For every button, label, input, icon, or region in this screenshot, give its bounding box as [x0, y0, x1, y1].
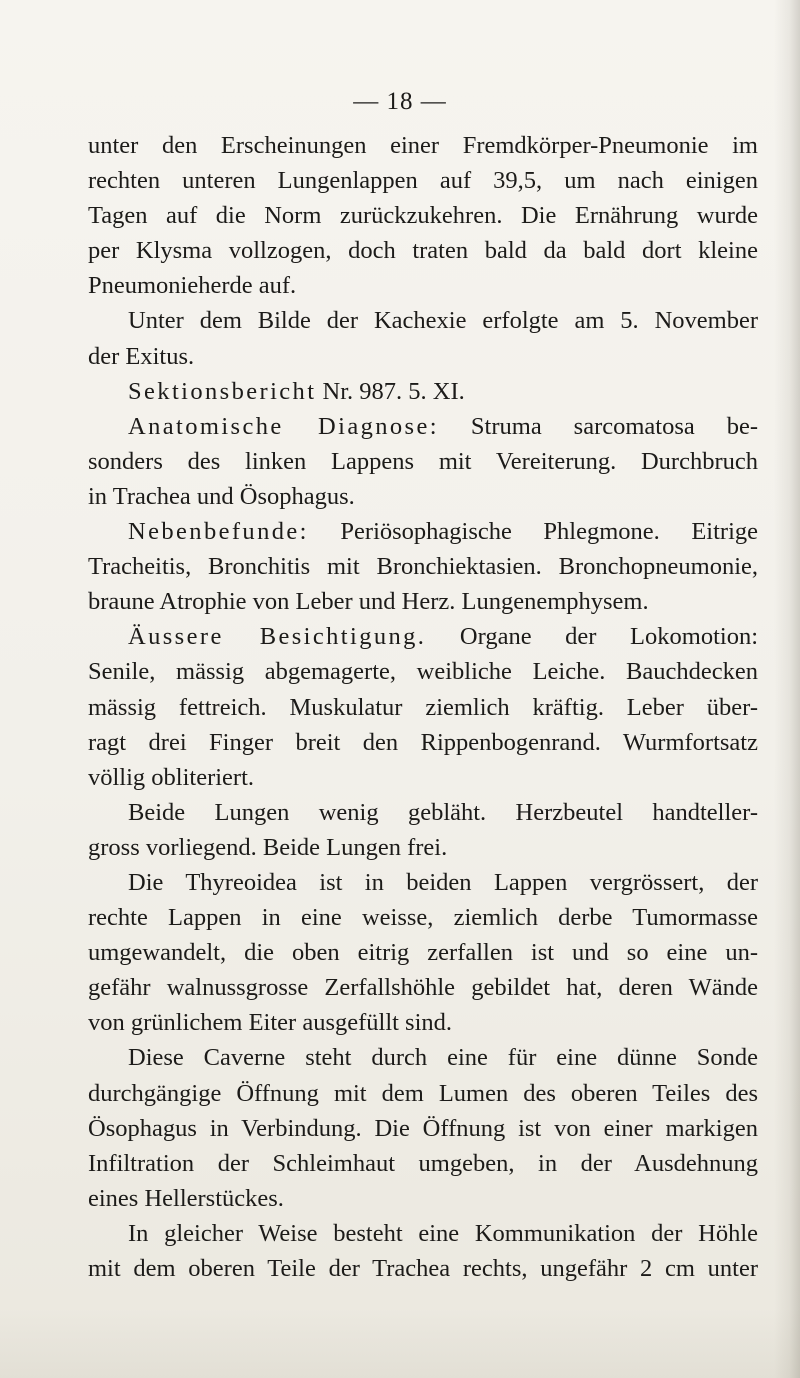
text-line: unter den Erscheinungen einer Fremdkörper-Pneumonie im: [88, 132, 758, 159]
text-line: [88, 514, 758, 549]
text-line: braune Atrophie von Leber und Herz. Lungenemphysem.: [88, 588, 649, 616]
text-line: Tagen auf die Norm zurückzukehren. Die Ernährung wurde: [88, 202, 758, 230]
paragraph: [88, 514, 758, 619]
text-line: In gleicher Weise besteht eine Kommunikation der Höhle: [128, 1219, 758, 1247]
paragraph: [88, 795, 758, 865]
text-line: völlig obliteriert.: [88, 763, 255, 791]
text-line: sonders des linken Lappens mit Vereiterung. Durchbruch: [88, 447, 758, 475]
text-line: mässig fettreich. Muskulatur ziemlich kräftig. Leber über-: [88, 693, 758, 721]
text-line: der Exitus.: [88, 342, 195, 370]
text-line: gefähr walnussgrosse Zerfallshöhle gebildet hat, deren Wände: [88, 974, 758, 1002]
text-line: mit dem oberen Teile der Trachea rechts, ungefähr 2 cm unter: [88, 1255, 758, 1282]
text-line: Diese Caverne steht durch eine für eine dünne Sonde: [128, 1044, 758, 1072]
text-line: gross vorliegend. Beide Lungen frei.: [88, 833, 448, 861]
body-text: [88, 128, 758, 1286]
text-run: Organe der Lokomotion:: [426, 623, 758, 651]
text-line: Die Thyreoidea ist in beiden Lappen vergrössert, der: [128, 868, 758, 896]
text-line: in Trachea und Ösophagus.: [88, 482, 355, 510]
text-line: [88, 619, 758, 654]
spaced-heading: Sektionsbericht: [128, 377, 317, 405]
spaced-heading: Nebenbefunde:: [128, 518, 309, 546]
spaced-heading: Äussere Besichtigung.: [128, 623, 427, 651]
text-line: eines Hellerstückes.: [88, 1184, 284, 1212]
text-line: Unter dem Bilde der Kachexie erfolgte am 5. November: [128, 307, 758, 335]
text-line: von grünlichem Eiter ausgefüllt sind.: [88, 1009, 453, 1037]
paragraph: [88, 1040, 758, 1215]
text-line: [88, 374, 758, 409]
paragraph: [88, 1216, 758, 1286]
text-run: Struma sarcomatosa be-: [438, 412, 758, 440]
text-line: Beide Lungen wenig gebläht. Herzbeutel handteller-: [128, 798, 758, 826]
page-number: — 18 —: [353, 88, 447, 115]
text-line: rechte Lappen in eine weisse, ziemlich derbe Tumormasse: [88, 904, 758, 932]
text-line: Infiltration der Schleimhaut umgeben, in der Ausdehnung: [88, 1149, 758, 1177]
text-run: Periösophagische Phlegmone. Eitrige: [308, 518, 758, 546]
text-line: Tracheitis, Bronchitis mit Bronchiektasien. Bronchopneumonie,: [88, 553, 758, 581]
paragraph: [88, 619, 758, 794]
spaced-heading: Anatomische Diagnose:: [128, 412, 439, 440]
text-line: rechten unteren Lungenlappen auf 39,5, um nach einigen: [88, 167, 758, 195]
paragraph: [88, 128, 758, 303]
text-line: per Klysma vollzogen, doch traten bald da bald dort kleine: [88, 237, 758, 265]
text-line: Pneumonieherde auf.: [88, 272, 297, 300]
text-run: Nr. 987. 5. XI.: [316, 377, 465, 405]
text-line: [88, 409, 758, 444]
text-line: ragt drei Finger breit den Rippenbogenrand. Wurmfortsatz: [88, 728, 758, 756]
paragraph: [88, 374, 758, 409]
paragraph: [88, 409, 758, 514]
paragraph: [88, 865, 758, 1040]
text-line: umgewandelt, die oben eitrig zerfallen ist und so eine un-: [88, 939, 758, 967]
text-line: Ösophagus in Verbindung. Die Öffnung ist von einer markigen: [88, 1114, 758, 1142]
text-line: durchgängige Öffnung mit dem Lumen des oberen Teiles des: [88, 1079, 758, 1107]
paragraph: [88, 303, 758, 373]
page-edge-shadow: [774, 0, 800, 1378]
page-bottom-shadow: [0, 1308, 800, 1378]
text-line: Senile, mässig abgemagerte, weibliche Leiche. Bauchdecken: [88, 658, 758, 686]
